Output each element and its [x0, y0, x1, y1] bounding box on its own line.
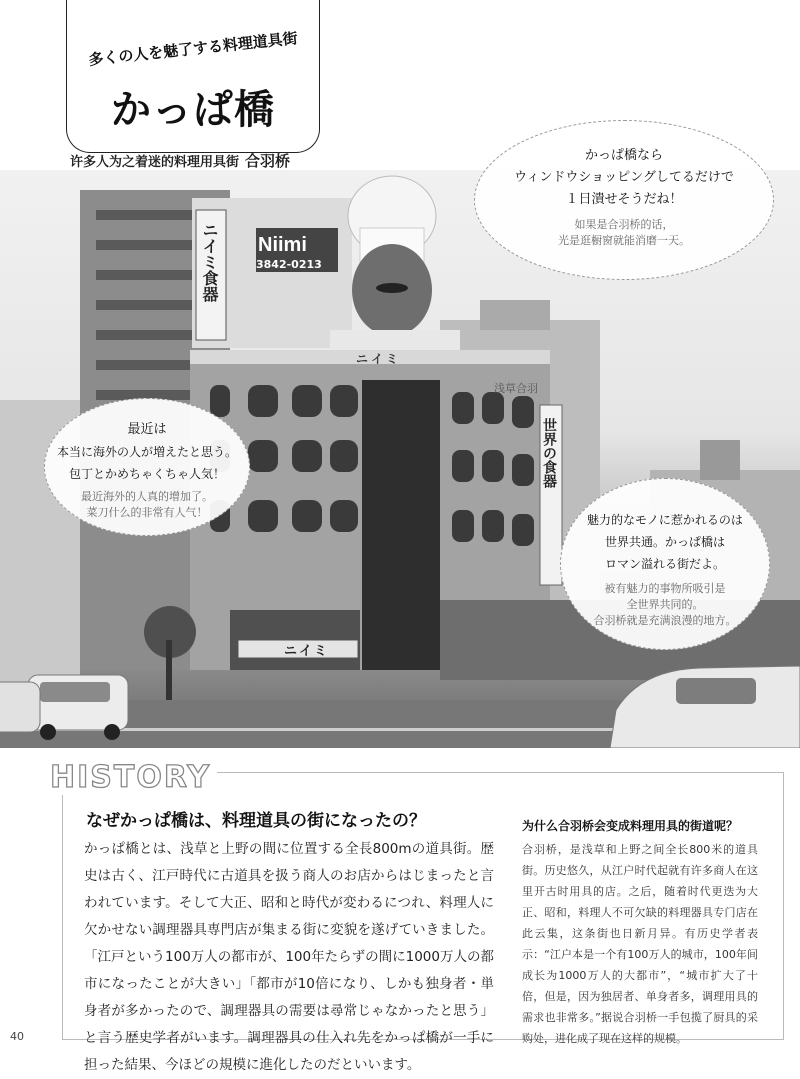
bubble-left-jp-2: 本当に海外の人が増えたと思う。: [56, 445, 237, 459]
roof-sign: ニイミ: [356, 352, 402, 366]
page-title: かっぱ橋: [111, 87, 275, 133]
history-body-japanese: かっぱ橋とは、浅草と上野の間に位置する全長800mの道具街。歴史は古く、江戸時代に古道具を扱う商人のお店からはじまったと言われています。そして大正、昭和と時代が変わるにつれ、料理人に欠かせない調理器具専門店が集まる街に変貌を遂げていきました。「江戸という100万人の都市が、100年たらずの間に1000万人の都市になったことが大きい」「都市が10倍になり、しかも独身者・単身者が多かったので、調理器具の需要は尋常じゃなかったと思う」と言う歴史学者がいます。調理器具の仕入れ先をかっぱ橋が一手に担った結果、今ほどの規模に進化したのだといいます。: [84, 841, 494, 1073]
niimi-phone-sign: 3842-0213: [256, 258, 322, 271]
shop-sign: ニイミ: [284, 644, 330, 659]
title-panel: [66, 0, 320, 153]
history-body-chinese: 合羽桥，是浅草和上野之间全长800米的道具街。历史悠久，从江户时代起就有许多商人在这里开古时用具的店。之后，随着时代更迭为大正、昭和，料理人不可欠缺的料理器具专门店在此云集，这条街也日新月异。有历史学者表示：“江户本是一个有100万人的城市，100年间成长为1000万人的大都市”，“城市扩大了十倍，但是，因为独居者、单身者多，调理用具的需求也非常多。”据说合羽桥一手包揽了厨具的采购处，进化成了现在这样的规模。: [522, 843, 758, 1045]
bubble-right-cn-3: 合羽桥就是充满浪漫的地方。: [593, 614, 737, 627]
chinese-title: 合羽桥: [245, 152, 291, 170]
bubble-left-jp-1: 最近は: [127, 422, 167, 437]
speech-bubble-top-right: [474, 120, 774, 280]
bubble-left-cn-2: 菜刀什么的非常有人气！: [86, 506, 208, 519]
bubble-top-right-jp-2: ウィンドウショッピングしてるだけで: [514, 170, 734, 185]
chinese-subtitle: [70, 150, 290, 171]
chinese-subtitle-text: 许多人为之着迷的料理用具街: [70, 155, 240, 170]
page-number: 40: [10, 1030, 24, 1043]
history-heading-chinese: 为什么合羽桥会变成料理用具的街道呢？: [522, 819, 739, 833]
subtitle-japanese: 多くの人を魅了する料理道具街: [87, 29, 299, 69]
bubble-right-cn-2: 全世界共同的。: [626, 598, 704, 611]
bubble-left-cn-1: 最近海外的人真的增加了。: [81, 490, 213, 503]
bubble-left-jp-3: 包丁とかめちゃくちゃ人気！: [68, 467, 225, 481]
niimi-sign: Niimi: [258, 234, 307, 256]
right-building-sign: 浅草合羽: [494, 382, 538, 395]
bubble-top-right-cn-1: 如果是合羽桥的话，: [574, 218, 674, 231]
history-label: HISTORY: [44, 760, 217, 795]
bubble-right-jp-3: ロマン溢れる街だよ。: [604, 557, 725, 571]
bubble-top-right-jp-1: かっぱ橋なら: [584, 148, 663, 163]
history-heading-japanese: なぜかっぱ橋は、料理道具の街になったの？: [86, 811, 426, 831]
bubble-right-jp-1: 魅力的なモノに惹かれるのは: [587, 513, 743, 527]
niimi-vertical-sign: ニイミ食器: [200, 222, 219, 302]
bubble-right-jp-2: 世界共通。かっぱ橋は: [604, 535, 725, 549]
bubble-top-right-cn-2: 光是逛橱窗就能消磨一天。: [558, 234, 690, 247]
speech-bubble-right: [560, 478, 770, 650]
bubble-top-right-jp-3: １日潰せそうだね！: [565, 192, 683, 207]
speech-bubble-left: [44, 398, 250, 536]
bubble-right-cn-1: 被有魅力的事物所吸引是: [604, 582, 726, 595]
world-tableware-sign: 世界の食器: [541, 418, 557, 488]
